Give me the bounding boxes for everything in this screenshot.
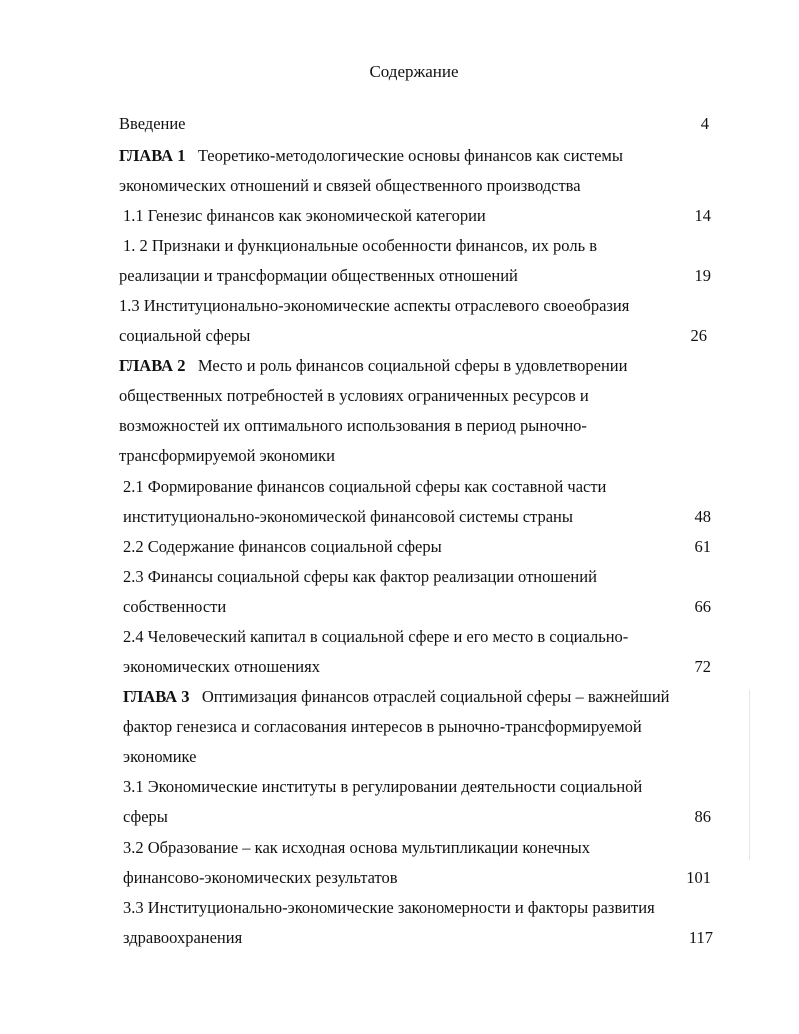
toc-chapter-3-line-1 <box>123 687 670 707</box>
toc-section-3-2-line-2: финансово-экономических результатов <box>123 868 398 887</box>
toc-chapter-2-line-3: возможностей их оптимального использования в период рыночно- <box>119 416 587 435</box>
toc-entry-intro: Введение <box>119 114 186 133</box>
toc-section-1-3-line-2: социальной сферы <box>119 326 251 345</box>
chapter-2-title-part-1: Место и роль финансов социальной сферы в удовлетворении <box>197 356 628 375</box>
toc-chapter-1-line-1 <box>119 146 623 166</box>
toc-section-3-2-line-1: 3.2 Образование – как исходная основа мультипликации конечных <box>123 838 590 857</box>
toc-section-1-2-line-2: реализации и трансформации общественных отношений <box>119 266 518 285</box>
toc-section-1-2-line-1: 1. 2 Признаки и функциональные особенности финансов, их роль в <box>123 236 598 255</box>
toc-page-number: 48 <box>694 507 711 526</box>
toc-section-2-3-line-1: 2.3 Финансы социальной сферы как фактор реализации отношений <box>123 567 597 586</box>
toc-page-number: 4 <box>700 114 709 133</box>
toc-page-number: 61 <box>694 537 711 556</box>
toc-page-number: 66 <box>694 597 711 616</box>
toc-page-number: 101 <box>686 868 711 887</box>
toc-page-number: 26 <box>690 326 707 345</box>
toc-page-number: 86 <box>694 807 711 826</box>
toc-section-2-2: 2.2 Содержание финансов социальной сферы <box>123 537 442 556</box>
chapter-3-heading: ГЛАВА 3 <box>123 687 190 706</box>
toc-section-2-4-line-2: экономических отношениях <box>123 657 320 676</box>
toc-chapter-1-line-2: экономических отношений и связей общественного производства <box>119 176 581 195</box>
toc-section-1-1: 1.1 Генезис финансов как экономической категории <box>123 206 486 225</box>
toc-section-2-3-line-2: собственности <box>123 597 227 616</box>
toc-section-3-3-line-1: 3.3 Институционально-экономические закономерности и факторы развития <box>123 898 655 917</box>
toc-section-3-3-line-2: здравоохранения <box>123 928 243 947</box>
toc-section-1-3-line-1: 1.3 Институционально-экономические аспекты отраслевого своеобразия <box>119 296 630 315</box>
toc-page-number: 72 <box>694 657 711 676</box>
chapter-1-heading: ГЛАВА 1 <box>119 146 186 165</box>
toc-section-2-1-line-1: 2.1 Формирование финансов социальной сферы как составной части <box>123 477 607 496</box>
toc-page-number: 117 <box>688 928 713 947</box>
toc-section-3-1-line-1: 3.1 Экономические институты в регулировании деятельности социальной <box>123 777 643 796</box>
toc-page-number: 14 <box>694 206 711 225</box>
scan-artifact-line <box>749 690 750 860</box>
toc-chapter-2-line-2: общественных потребностей в условиях ограниченных ресурсов и <box>119 386 589 405</box>
toc-chapter-2-line-4: трансформируемой экономики <box>119 446 335 465</box>
toc-chapter-3-line-3: экономике <box>123 747 197 766</box>
toc-chapter-2-line-1 <box>119 356 627 376</box>
toc-chapter-3-line-2: фактор генезиса и согласования интересов в рыночно-трансформируемой <box>123 717 642 736</box>
chapter-1-title-part-1: Теоретико-методологические основы финансов как системы <box>197 146 623 165</box>
chapter-3-title-part-1: Оптимизация финансов отраслей социальной сферы – важнейший <box>201 687 670 706</box>
toc-section-3-1-line-2: сферы <box>123 807 168 826</box>
toc-section-2-1-line-2: институционально-экономической финансовой системы страны <box>123 507 573 526</box>
toc-page-number: 19 <box>694 266 711 285</box>
chapter-2-heading: ГЛАВА 2 <box>119 356 186 375</box>
toc-title: Содержание <box>369 62 459 81</box>
toc-section-2-4-line-1: 2.4 Человеческий капитал в социальной сфере и его место в социально- <box>123 627 629 646</box>
